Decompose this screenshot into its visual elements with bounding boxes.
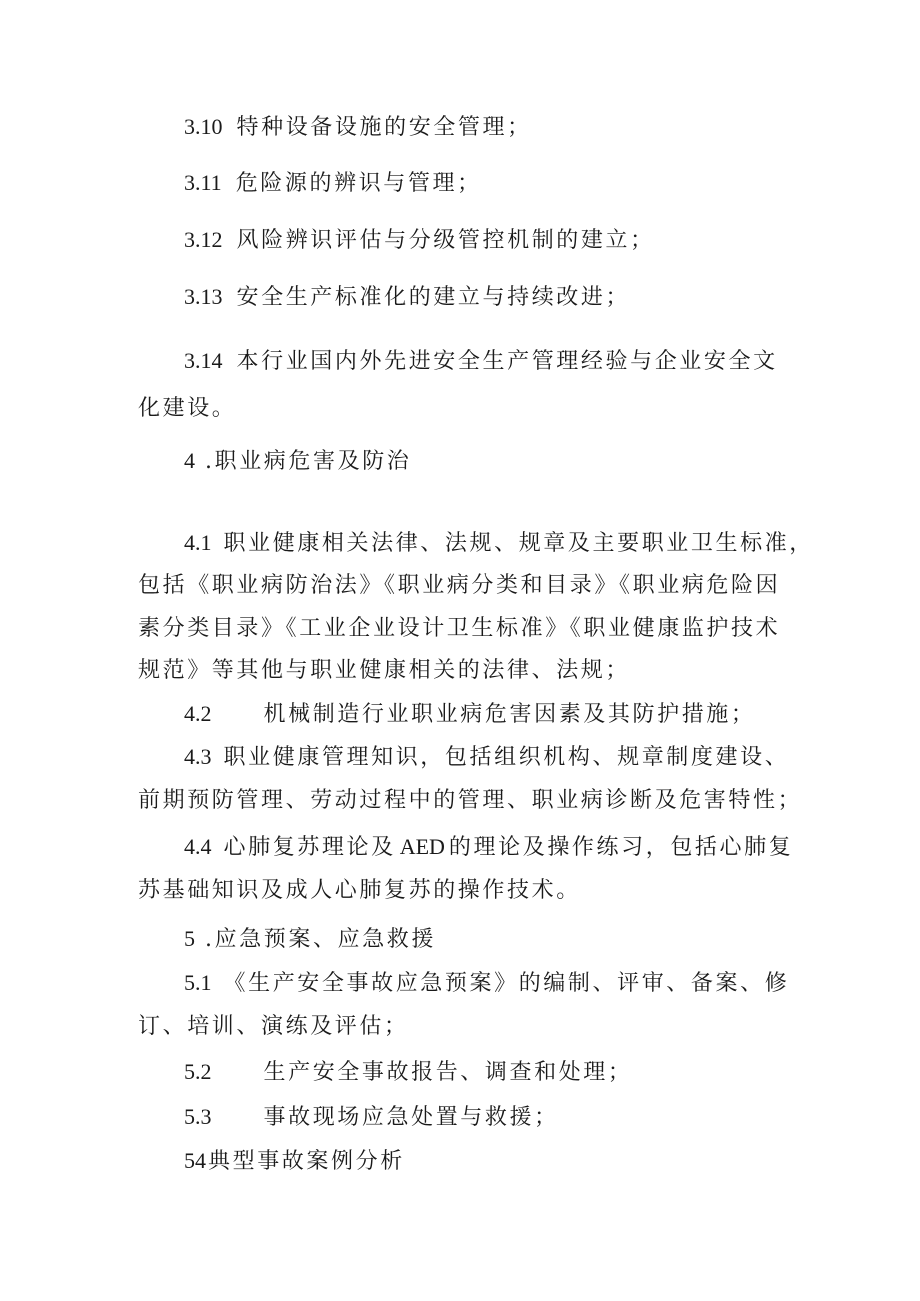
item-4-2 [184,699,756,730]
item-4-4-continued [138,876,581,906]
item-3-11 [184,168,482,199]
section-title: .应急预案、应急救援 [205,927,436,952]
item-text: 机械制造行业职业病危害因素及其防护措施； [263,702,756,727]
item-text: 规范》等其他与职业健康相关的法律、法规； [138,658,631,683]
item-number: 4.3 [184,744,212,769]
item-text: 订、培训、演练及评估； [138,1014,409,1039]
item-4-1-continued [138,614,780,644]
item-4-3-continued [138,786,802,816]
item-number: 5.2 [184,1059,212,1084]
item-3-14 [184,346,778,377]
item-text: 风险辨识评估与分级管控机制的建立； [236,228,655,253]
item-number: 4.1 [184,530,212,555]
item-5-4 [184,1146,405,1177]
item-number: 5.3 [184,1104,212,1129]
item-5-3 [184,1102,559,1133]
item-3-13 [184,282,630,313]
item-3-10 [184,112,532,143]
item-text: 安全生产标准化的建立与持续改进； [236,285,631,310]
item-text: 生产安全事故报告、调查和处理； [263,1060,633,1085]
item-text: 职业健康相关法律、法规、规章及主要职业卫生标准， [223,531,814,556]
item-number: 5.1 [184,970,212,995]
item-3-12 [184,225,655,256]
item-text: 前期预防管理、劳动过程中的管理、职业病诊断及危害特性； [138,788,803,813]
item-text: 特种设备设施的安全管理； [236,115,532,140]
section-title: .职业病危害及防治 [205,449,412,474]
item-number: 3.10 [184,114,223,139]
item-number: 4.4 [184,834,212,859]
item-number: 4.2 [184,701,212,726]
item-text: 典型事故案例分析 [208,1149,405,1174]
item-5-1-continued [138,1012,409,1042]
item-number: 54 [184,1148,206,1173]
item-number: 3.12 [184,227,223,252]
item-number: 3.11 [184,170,222,195]
item-text: 的理论及操作练习，包括心肺复 [448,835,794,860]
item-text: 包括《职业病防治法》《职业病分类和目录》《职业病危险因 [138,573,781,598]
item-text: 心肺复苏理论及 [223,835,396,860]
item-number: 3.14 [184,348,223,373]
item-4-1-continued [138,656,630,686]
section-number: 4 [184,448,195,473]
item-text: 危险源的辨识与管理； [235,171,482,196]
section-4-heading [184,446,411,477]
section-number: 5 [184,926,195,951]
item-5-2 [184,1057,633,1088]
item-4-1 [184,528,814,559]
item-number: 3.13 [184,284,223,309]
item-3-14-continued [138,394,236,424]
item-text: 职业健康管理知识，包括组织机构、规章制度建设、 [223,745,790,770]
item-text: 素分类目录》《工业企业设计卫生标准》《职业健康监护技术 [138,616,781,641]
item-4-3 [184,742,789,773]
item-5-1 [184,968,789,999]
item-text: 《生产安全事故应急预案》的编制、评审、备案、修 [223,971,790,996]
item-4-1-continued [138,571,780,601]
item-text: 化建设。 [138,396,237,421]
section-5-heading [184,924,436,955]
item-text-latin: AED [399,834,445,859]
item-text: 苏基础知识及成人心肺复苏的操作技术。 [138,878,581,903]
item-text: 本行业国内外先进安全生产管理经验与企业安全文 [236,349,778,374]
item-4-4 [184,832,793,863]
item-text: 事故现场应急处置与救援； [263,1105,559,1130]
